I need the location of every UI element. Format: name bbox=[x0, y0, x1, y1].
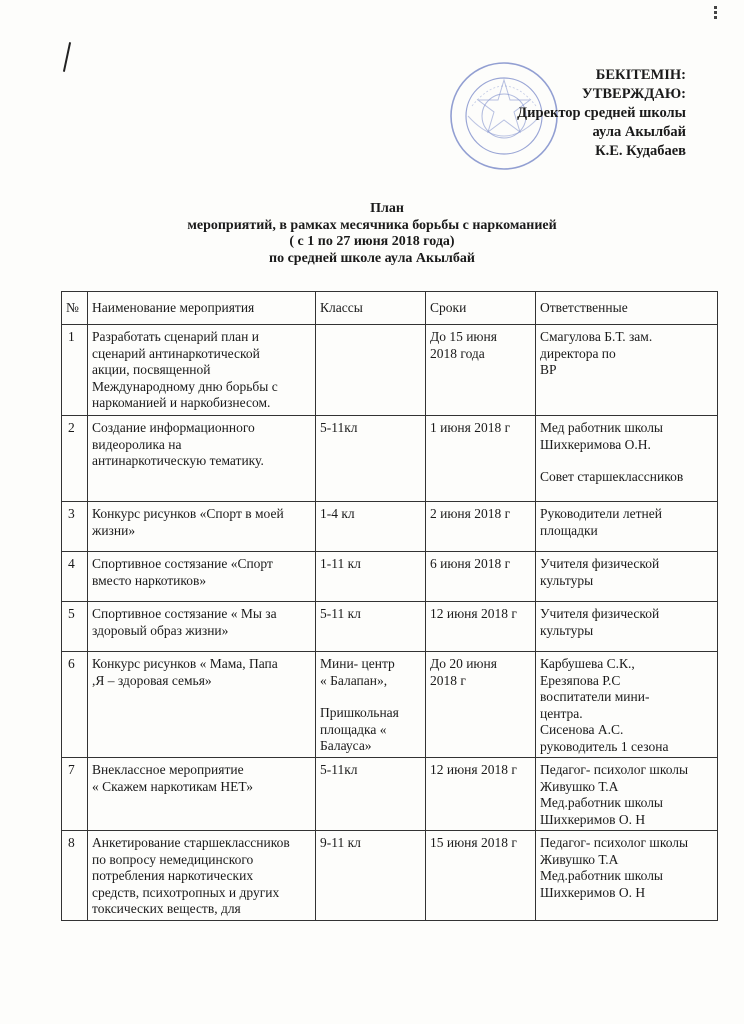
event-name-line: акции, посвященной bbox=[92, 362, 211, 377]
table-row bbox=[62, 502, 718, 552]
event-responsible-line: Учителя физической bbox=[540, 606, 660, 621]
event-dates bbox=[426, 325, 536, 416]
event-name bbox=[88, 416, 316, 502]
approval-block bbox=[517, 66, 686, 161]
event-responsible-line: Руководители летней bbox=[540, 506, 662, 521]
header-classes: Классы bbox=[316, 292, 426, 325]
event-responsible bbox=[536, 652, 718, 758]
event-dates-line: 12 июня 2018 г bbox=[430, 606, 517, 621]
event-classes-line: 1-11 кл bbox=[320, 556, 361, 571]
event-classes-line: площадка « bbox=[320, 721, 387, 737]
event-name-line: вместо наркотиков» bbox=[92, 572, 207, 588]
approver-school: аула Акылбай bbox=[592, 124, 686, 140]
event-responsible-line: Сисенова А.С. bbox=[540, 722, 624, 737]
event-responsible bbox=[536, 325, 718, 416]
event-classes-line: 5-11кл bbox=[320, 420, 358, 435]
row-number-line: 2 bbox=[68, 420, 75, 435]
title-school: по средней школе аула Акылбай bbox=[269, 250, 475, 266]
row-number-line: 6 bbox=[68, 656, 75, 671]
pen-mark bbox=[63, 42, 71, 72]
event-classes-line: 5-11 кл bbox=[320, 606, 361, 621]
event-classes bbox=[316, 602, 426, 652]
event-dates-line: 2018 года bbox=[430, 345, 485, 361]
header-responsible: Ответственные bbox=[536, 292, 718, 325]
event-name-line: Конкурс рисунков « Мама, Папа bbox=[92, 656, 278, 671]
event-name-line: Спортивное состязание « Мы за bbox=[92, 606, 277, 621]
row-number-line: 1 bbox=[68, 329, 75, 344]
event-name-line: токсических веществ, для bbox=[92, 901, 241, 916]
event-responsible-line: Шихкеримов О. Н bbox=[540, 884, 646, 900]
event-responsible-line: Мед.работник школы bbox=[540, 795, 663, 810]
row-number bbox=[62, 502, 88, 552]
event-responsible-line: руководитель 1 сезона bbox=[540, 738, 669, 754]
event-responsible-line: Ерезяпова Р.С bbox=[540, 672, 621, 688]
row-number bbox=[62, 416, 88, 502]
event-name-line: Внеклассное мероприятие bbox=[92, 762, 244, 777]
row-number bbox=[62, 325, 88, 416]
event-name-line: ,Я – здоровая семья» bbox=[92, 672, 212, 688]
event-name-line: Спортивное состязание «Спорт bbox=[92, 556, 273, 571]
row-number-line: 5 bbox=[68, 606, 75, 621]
event-name-line: сценарий антинаркотической bbox=[92, 345, 260, 361]
event-classes-line: Мини- центр bbox=[320, 656, 395, 671]
event-responsible-line: Мед.работник школы bbox=[540, 868, 663, 883]
event-responsible-line: центра. bbox=[540, 705, 583, 721]
event-name bbox=[88, 552, 316, 602]
event-name-line: Создание информационного bbox=[92, 420, 255, 435]
event-name-line: Конкурс рисунков «Спорт в моей bbox=[92, 506, 284, 521]
row-number bbox=[62, 602, 88, 652]
event-responsible-line: культуры bbox=[540, 572, 594, 588]
approver-position: Директор средней школы bbox=[517, 105, 686, 121]
event-responsible-line: Мед работник школы bbox=[540, 420, 663, 435]
event-dates-line: 15 июня 2018 г bbox=[430, 835, 517, 850]
row-number-line: 8 bbox=[68, 835, 75, 850]
table-row bbox=[62, 831, 718, 921]
event-classes-line: Балауса» bbox=[320, 738, 372, 753]
event-dates bbox=[426, 502, 536, 552]
header-name: Наименование мероприятия bbox=[88, 292, 316, 325]
event-dates-line: 1 июня 2018 г bbox=[430, 420, 511, 435]
event-responsible bbox=[536, 552, 718, 602]
row-number-line: 4 bbox=[68, 556, 75, 571]
title-plan: План bbox=[370, 201, 404, 216]
event-dates-line: До 15 июня bbox=[430, 329, 497, 344]
title-period: ( с 1 по 27 июня 2018 года) bbox=[289, 234, 455, 249]
event-name bbox=[88, 652, 316, 758]
event-responsible bbox=[536, 416, 718, 502]
event-responsible-line: культуры bbox=[540, 622, 594, 638]
header-dates: Сроки bbox=[426, 292, 536, 325]
event-responsible-line: Живушко Т.А bbox=[540, 851, 619, 867]
table-row bbox=[62, 602, 718, 652]
row-number bbox=[62, 652, 88, 758]
event-name bbox=[88, 831, 316, 921]
approval-kz-label: БЕКІТЕМІН: bbox=[595, 67, 686, 83]
events-table bbox=[61, 291, 718, 921]
event-name-line: жизни» bbox=[92, 522, 136, 538]
event-name-line: видеоролика на bbox=[92, 436, 182, 452]
table-header-row bbox=[62, 292, 718, 325]
event-responsible-line: Педагог- психолог школы bbox=[540, 762, 689, 777]
event-name-line: Анкетирование старшеклассников bbox=[92, 835, 290, 850]
event-classes bbox=[316, 652, 426, 758]
event-responsible-line: площадки bbox=[540, 522, 598, 538]
event-responsible-line: Совет старшеклассников bbox=[540, 469, 684, 484]
event-name-line: Международному дню борьбы с bbox=[92, 378, 278, 394]
event-responsible-line bbox=[540, 453, 713, 469]
event-dates-line: До 20 июня bbox=[430, 656, 497, 671]
event-classes-line: « Балапан», bbox=[320, 672, 388, 688]
event-classes-line: 1-4 кл bbox=[320, 506, 355, 521]
event-name-line: Разработать сценарий план и bbox=[92, 329, 259, 344]
event-dates-line: 2018 г bbox=[430, 672, 466, 688]
row-number-line: 7 bbox=[68, 762, 75, 777]
event-dates-line: 12 июня 2018 г bbox=[430, 762, 517, 777]
event-dates bbox=[426, 831, 536, 921]
event-dates bbox=[426, 652, 536, 758]
event-name bbox=[88, 602, 316, 652]
table-row bbox=[62, 416, 718, 502]
event-responsible-line: Смагулова Б.Т. зам. bbox=[540, 329, 653, 344]
row-number bbox=[62, 552, 88, 602]
approver-name: К.Е. Кудабаев bbox=[595, 143, 686, 159]
event-dates-line: 2 июня 2018 г bbox=[430, 506, 511, 521]
event-dates bbox=[426, 552, 536, 602]
event-responsible bbox=[536, 831, 718, 921]
event-classes bbox=[316, 758, 426, 831]
table-body bbox=[62, 325, 718, 921]
event-name bbox=[88, 325, 316, 416]
event-name-line: « Скажем наркотикам НЕТ» bbox=[92, 778, 253, 794]
event-responsible-line: Карбушева С.К., bbox=[540, 656, 635, 671]
table-row bbox=[62, 552, 718, 602]
event-responsible-line: воспитатели мини- bbox=[540, 689, 650, 704]
event-classes bbox=[316, 831, 426, 921]
event-responsible bbox=[536, 758, 718, 831]
row-number-line: 3 bbox=[68, 506, 75, 521]
event-classes-line: Пришкольная bbox=[320, 705, 399, 720]
approval-ru-label: УТВЕРЖДАЮ: bbox=[582, 86, 686, 102]
table-row bbox=[62, 652, 718, 758]
event-responsible-line: Шихкеримова О.Н. bbox=[540, 436, 651, 452]
event-responsible-line: ВР bbox=[540, 362, 557, 377]
staple-marks bbox=[714, 6, 718, 26]
title-subject: мероприятий, в рамках месячника борьбы с наркоманией bbox=[187, 217, 557, 233]
event-responsible-line: Педагог- психолог школы bbox=[540, 835, 689, 850]
event-responsible bbox=[536, 502, 718, 552]
event-responsible-line: Учителя физической bbox=[540, 556, 660, 571]
event-name-line: средств, психотропных и других bbox=[92, 884, 280, 900]
row-number bbox=[62, 831, 88, 921]
event-responsible bbox=[536, 602, 718, 652]
table-row bbox=[62, 325, 718, 416]
row-number bbox=[62, 758, 88, 831]
event-responsible-line: директора по bbox=[540, 345, 616, 361]
event-classes bbox=[316, 552, 426, 602]
event-dates bbox=[426, 758, 536, 831]
document-title bbox=[0, 201, 744, 267]
event-responsible-line: Шихкеримов О. Н bbox=[540, 811, 646, 827]
event-classes-line: 5-11кл bbox=[320, 762, 358, 777]
event-dates bbox=[426, 416, 536, 502]
event-name-line: здоровый образ жизни» bbox=[92, 622, 229, 638]
event-name-line: антинаркотическую тематику. bbox=[92, 453, 264, 468]
table-row bbox=[62, 758, 718, 831]
event-classes bbox=[316, 325, 426, 416]
event-classes-line: 9-11 кл bbox=[320, 835, 361, 850]
event-dates bbox=[426, 602, 536, 652]
event-classes bbox=[316, 416, 426, 502]
event-name bbox=[88, 758, 316, 831]
event-name-line: по вопросу немедицинского bbox=[92, 851, 254, 867]
event-responsible-line: Живушко Т.А bbox=[540, 778, 619, 794]
event-dates-line: 6 июня 2018 г bbox=[430, 556, 511, 571]
event-classes-line bbox=[320, 689, 421, 705]
event-name bbox=[88, 502, 316, 552]
event-name-line: потребления наркотических bbox=[92, 868, 254, 883]
event-classes bbox=[316, 502, 426, 552]
event-name-line: наркоманией и наркобизнесом. bbox=[92, 395, 271, 410]
header-num: № bbox=[62, 292, 88, 325]
